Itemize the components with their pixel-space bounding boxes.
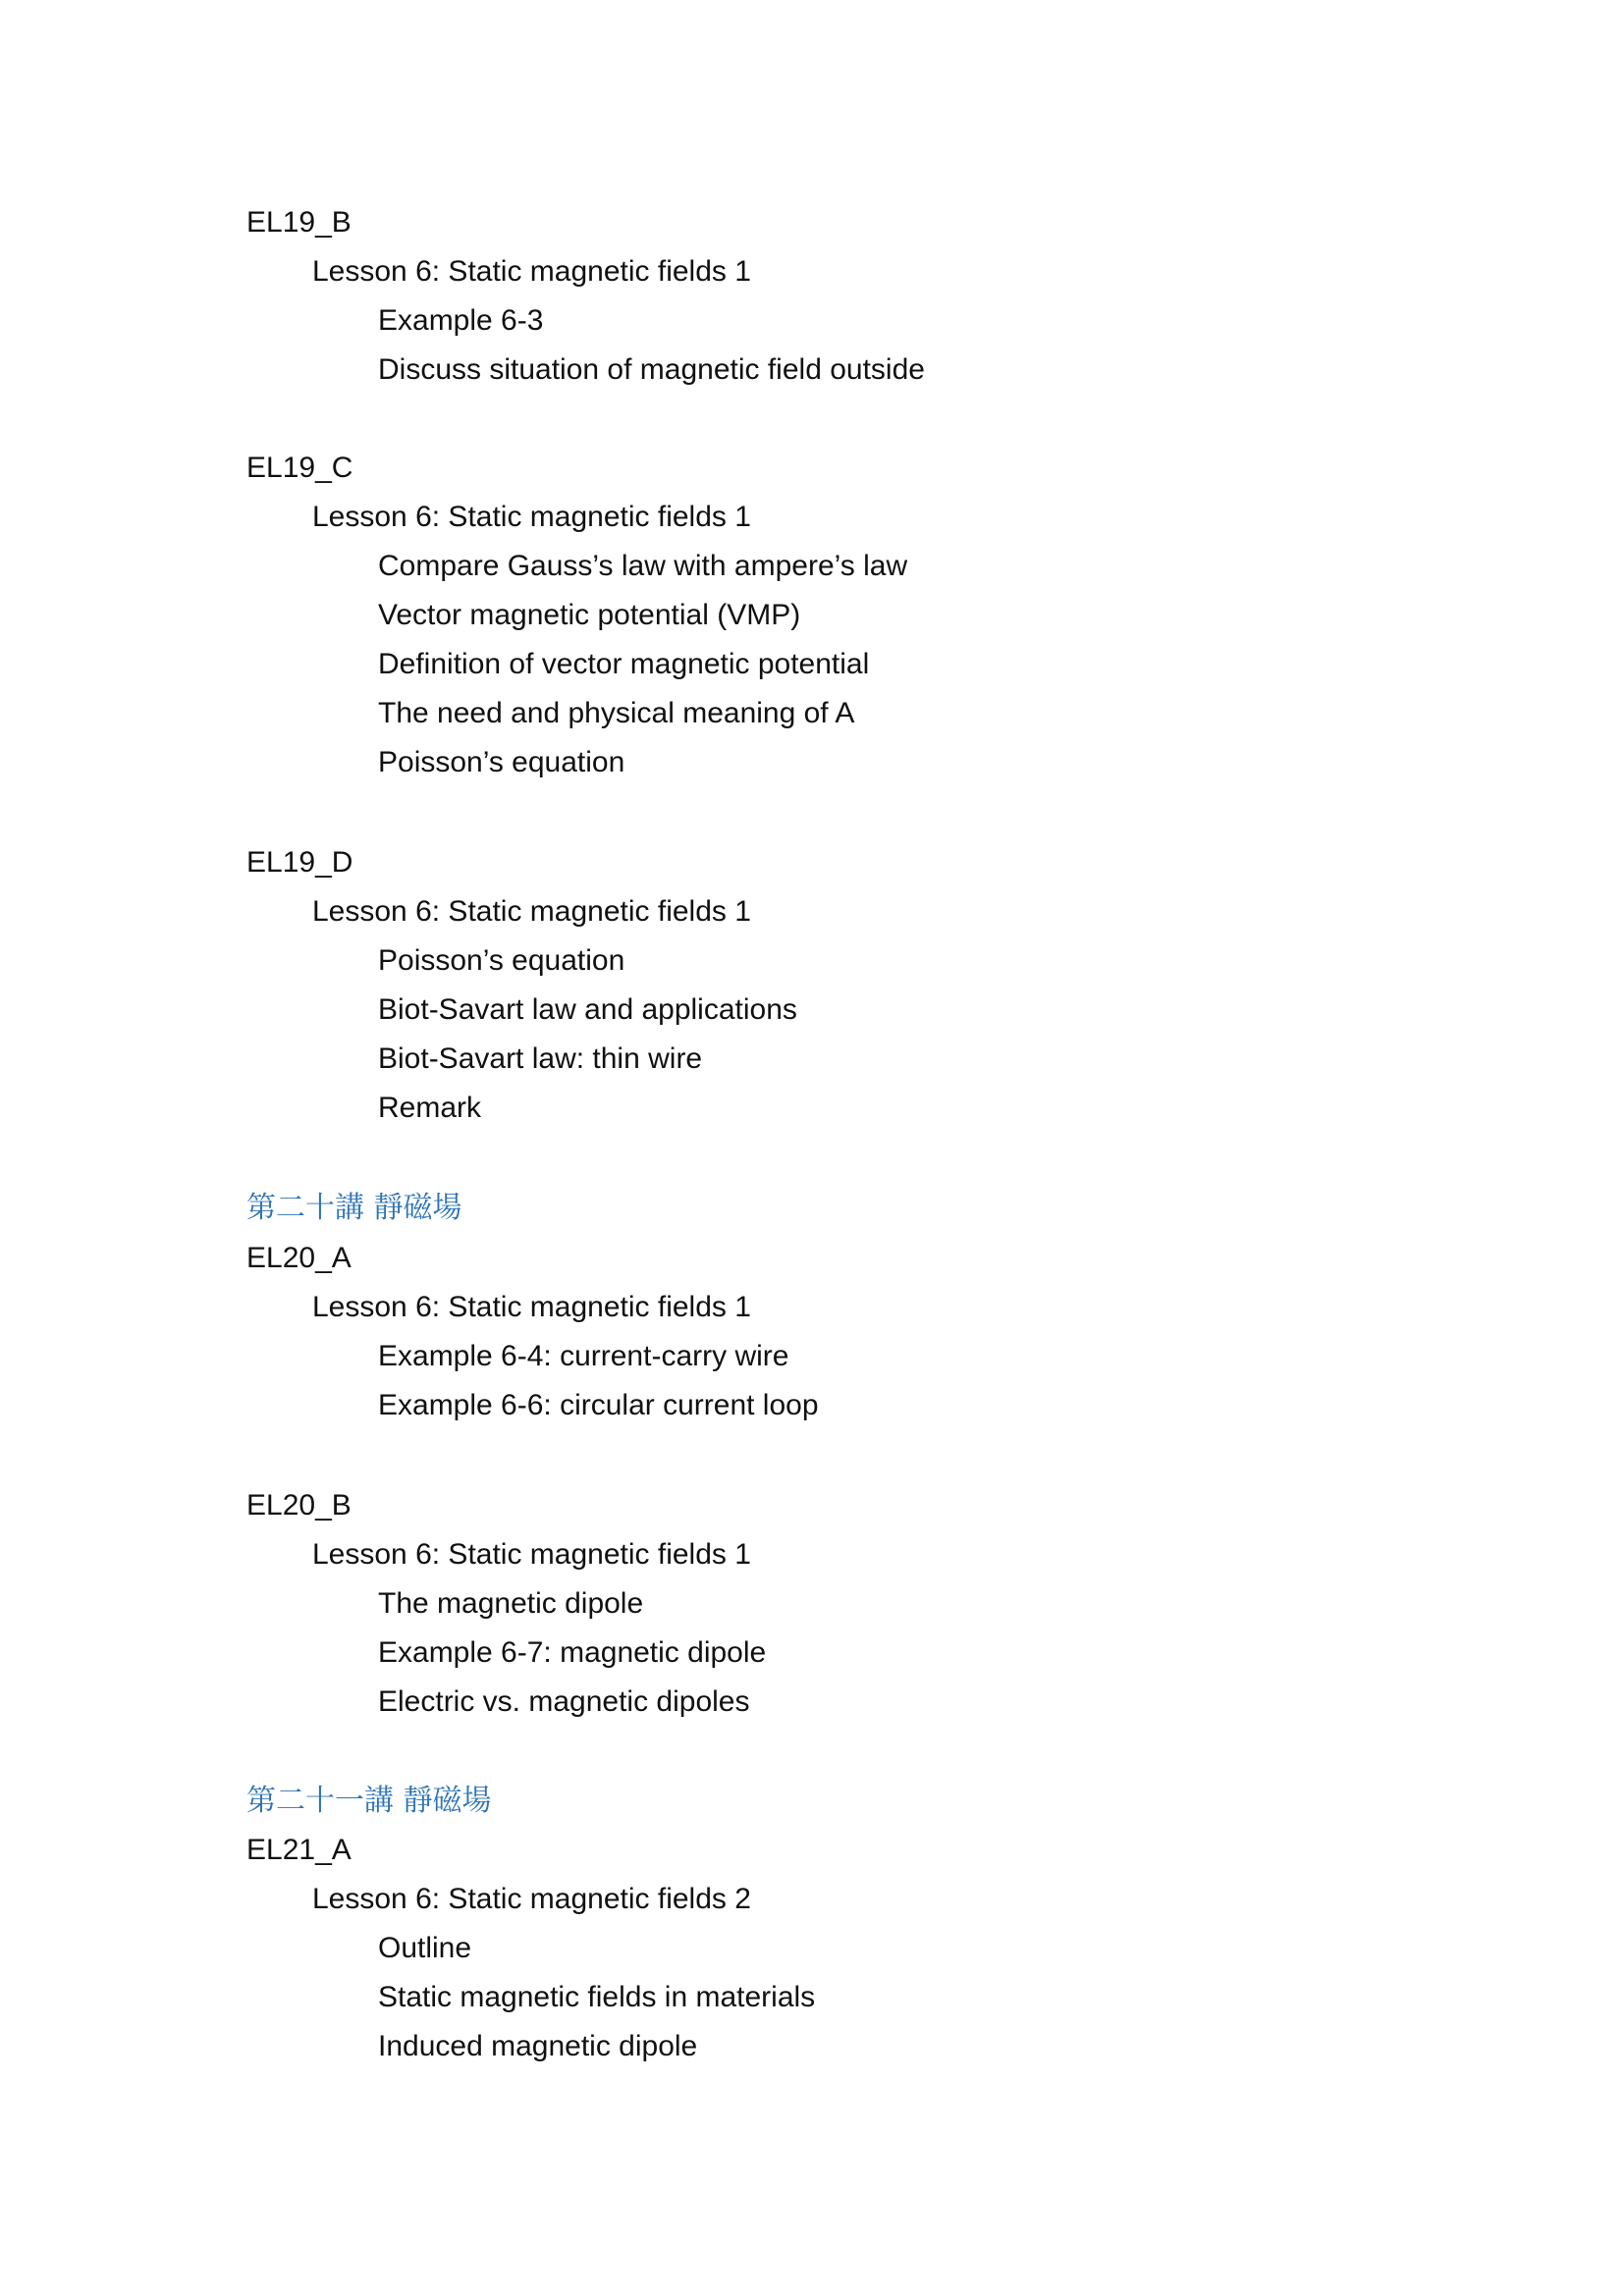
topic-item: The magnetic dipole [378,1587,644,1620]
topic-item: Definition of vector magnetic potential [378,648,870,680]
lesson-title: Lesson 6: Static magnetic fields 1 [312,895,751,928]
topic-item: Example 6-7: magnetic dipole [378,1636,767,1669]
section-code: EL20_A [246,1242,352,1274]
topic-item: Poisson’s equation [378,746,625,778]
topic-item: Example 6-3 [378,304,544,337]
section-code: EL19_B [246,206,352,239]
section-code: EL20_B [246,1489,352,1522]
topic-item: Electric vs. magnetic dipoles [378,1685,750,1718]
topic-item: Biot-Savart law and applications [378,993,797,1026]
topic-item: Example 6-6: circular current loop [378,1389,819,1421]
section-code: EL19_C [246,452,353,484]
lesson-title: Lesson 6: Static magnetic fields 2 [312,1883,751,1915]
topic-item: Outline [378,1932,472,1964]
lesson-title: Lesson 6: Static magnetic fields 1 [312,1291,751,1323]
topic-item: Biot-Savart law: thin wire [378,1042,703,1075]
lecture-heading: 第二十一講 靜磁場 [246,1784,492,1818]
topic-item: Discuss situation of magnetic field outside [378,353,925,386]
topic-item: The need and physical meaning of A [378,697,855,729]
section-code: EL21_A [246,1834,352,1866]
section-code: EL19_D [246,846,353,879]
topic-item: Induced magnetic dipole [378,2030,698,2062]
topic-item: Remark [378,1092,482,1124]
topic-item: Poisson’s equation [378,944,625,977]
lesson-title: Lesson 6: Static magnetic fields 1 [312,501,751,533]
lesson-title: Lesson 6: Static magnetic fields 1 [312,255,751,288]
topic-item: Static magnetic fields in materials [378,1981,816,2013]
topic-item: Example 6-4: current-carry wire [378,1340,789,1372]
topic-item: Vector magnetic potential (VMP) [378,599,801,631]
lesson-title: Lesson 6: Static magnetic fields 1 [312,1538,751,1571]
topic-item: Compare Gauss’s law with ampere’s law [378,550,908,582]
lecture-heading: 第二十講 靜磁場 [246,1191,462,1225]
